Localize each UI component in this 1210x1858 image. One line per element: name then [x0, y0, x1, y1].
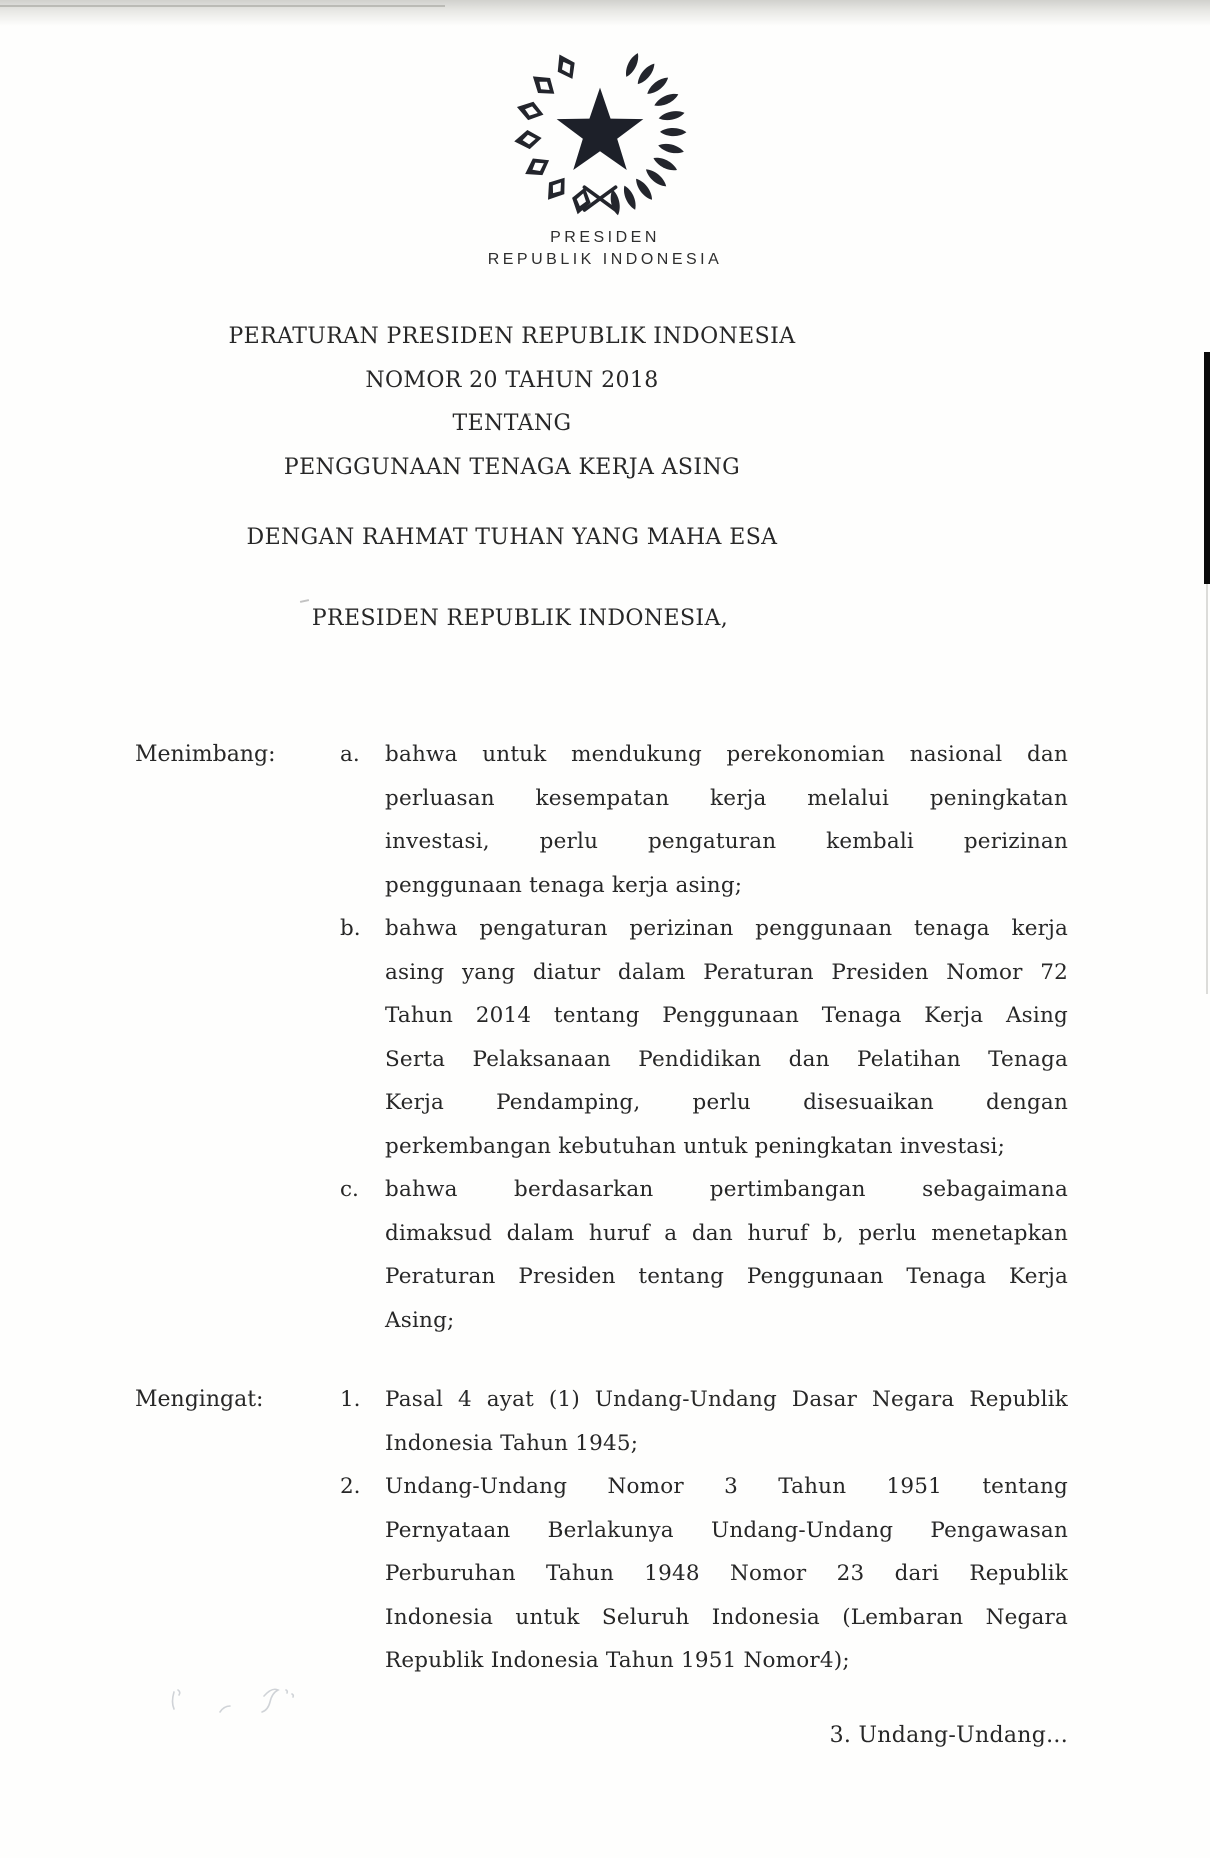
section-label-menimbang: Menimbang: — [135, 742, 276, 767]
text-line: Serta Pelaksanaan Pendidikan dan Pelatihan Tenaga — [385, 1046, 1068, 1072]
regulation-title: PERATURAN PRESIDEN REPUBLIK INDONESIA — [228, 324, 796, 349]
item-marker: 2. — [340, 1474, 361, 1499]
letterhead-republik-indonesia: REPUBLIK INDONESIA — [487, 251, 723, 268]
text-line: Undang-Undang Nomor 3 Tahun 1951 tentang — [385, 1474, 1068, 1499]
item-marker: 1. — [340, 1387, 361, 1412]
text-line: bahwa untuk mendukung perekonomian nasional dan — [385, 742, 1068, 767]
text-line: penggunaan tenaga kerja asing; — [385, 872, 743, 898]
regulation-number: NOMOR 20 TAHUN 2018 — [365, 367, 659, 393]
text-line: Kerja Pendamping, perlu disesuaikan dengan — [385, 1090, 1068, 1115]
body-sections — [135, 733, 1068, 1683]
list-item-menimbang-a — [340, 733, 1068, 907]
text-line: Indonesia Tahun 1945; — [385, 1430, 639, 1456]
text-line: dimaksud dalam huruf a dan huruf b, perlu menetapkan — [385, 1220, 1068, 1246]
text-line: Indonesia untuk Seluruh Indonesia (Lembaran Negara — [385, 1604, 1068, 1630]
regulation-tentang: TENTANG — [452, 411, 572, 436]
scan-artifact-top-band — [0, 0, 1210, 26]
title-block — [0, 315, 1024, 489]
list-item-menimbang-b — [340, 907, 1068, 1168]
list-item-mengingat-2 — [340, 1465, 1068, 1683]
item-marker: b. — [340, 916, 361, 941]
text-line: Republik Indonesia Tahun 1951 Nomor4); — [385, 1648, 850, 1673]
text-line: Peraturan Presiden tentang Penggunaan Tenaga Kerja — [385, 1264, 1068, 1289]
section-mengingat — [135, 1378, 1068, 1683]
list-item-menimbang-c — [340, 1168, 1068, 1342]
text-line: perkembangan kebutuhan untuk peningkatan investasi; — [385, 1133, 1006, 1159]
text-line: bahwa berdasarkan pertimbangan sebagaimana — [385, 1177, 1068, 1202]
text-line: Pernyataan Berlakunya Undang-Undang Pengawasan — [385, 1517, 1068, 1543]
text-line: bahwa pengaturan perizinan penggunaan tenaga kerja — [385, 916, 1068, 941]
invocation-line: DENGAN RAHMAT TUHAN YANG MAHA ESA — [246, 525, 778, 550]
section-label-mengingat: Mengingat: — [135, 1387, 264, 1412]
catchword: 3. Undang-Undang... — [829, 1723, 1068, 1748]
scan-artifact-right-bar — [1204, 352, 1210, 584]
text-line: Perburuhan Tahun 1948 Nomor 23 dari Republik — [385, 1561, 1068, 1586]
presidential-seal-star-wreath-icon — [480, 30, 720, 222]
regulation-subject: PENGGUNAAN TENAGA KERJA ASING — [283, 454, 741, 480]
text-line: Pasal 4 ayat (1) Undang-Undang Dasar Negara Republik — [385, 1387, 1068, 1412]
letterhead-presiden: PRESIDEN — [550, 229, 660, 246]
item-marker: c. — [340, 1177, 359, 1202]
text-line: Asing; — [385, 1307, 455, 1333]
scan-artifact-top-line — [0, 5, 445, 7]
list-item-mengingat-1 — [340, 1378, 1068, 1465]
text-line: Tahun 2014 tentang Penggunaan Tenaga Kerja Asing — [385, 1003, 1068, 1028]
section-menimbang — [135, 733, 1068, 1342]
scan-artifact-right-thin-line — [1206, 584, 1208, 994]
text-line: asing yang diatur dalam Peraturan Presiden Nomor 72 — [385, 959, 1068, 985]
item-marker: a. — [340, 742, 360, 767]
text-line: investasi, perlu pengaturan kembali perizinan — [385, 829, 1068, 854]
text-line: perluasan kesempatan kerja melalui peningkatan — [385, 785, 1068, 811]
enacting-authority-line: PRESIDEN REPUBLIK INDONESIA, — [311, 606, 729, 631]
